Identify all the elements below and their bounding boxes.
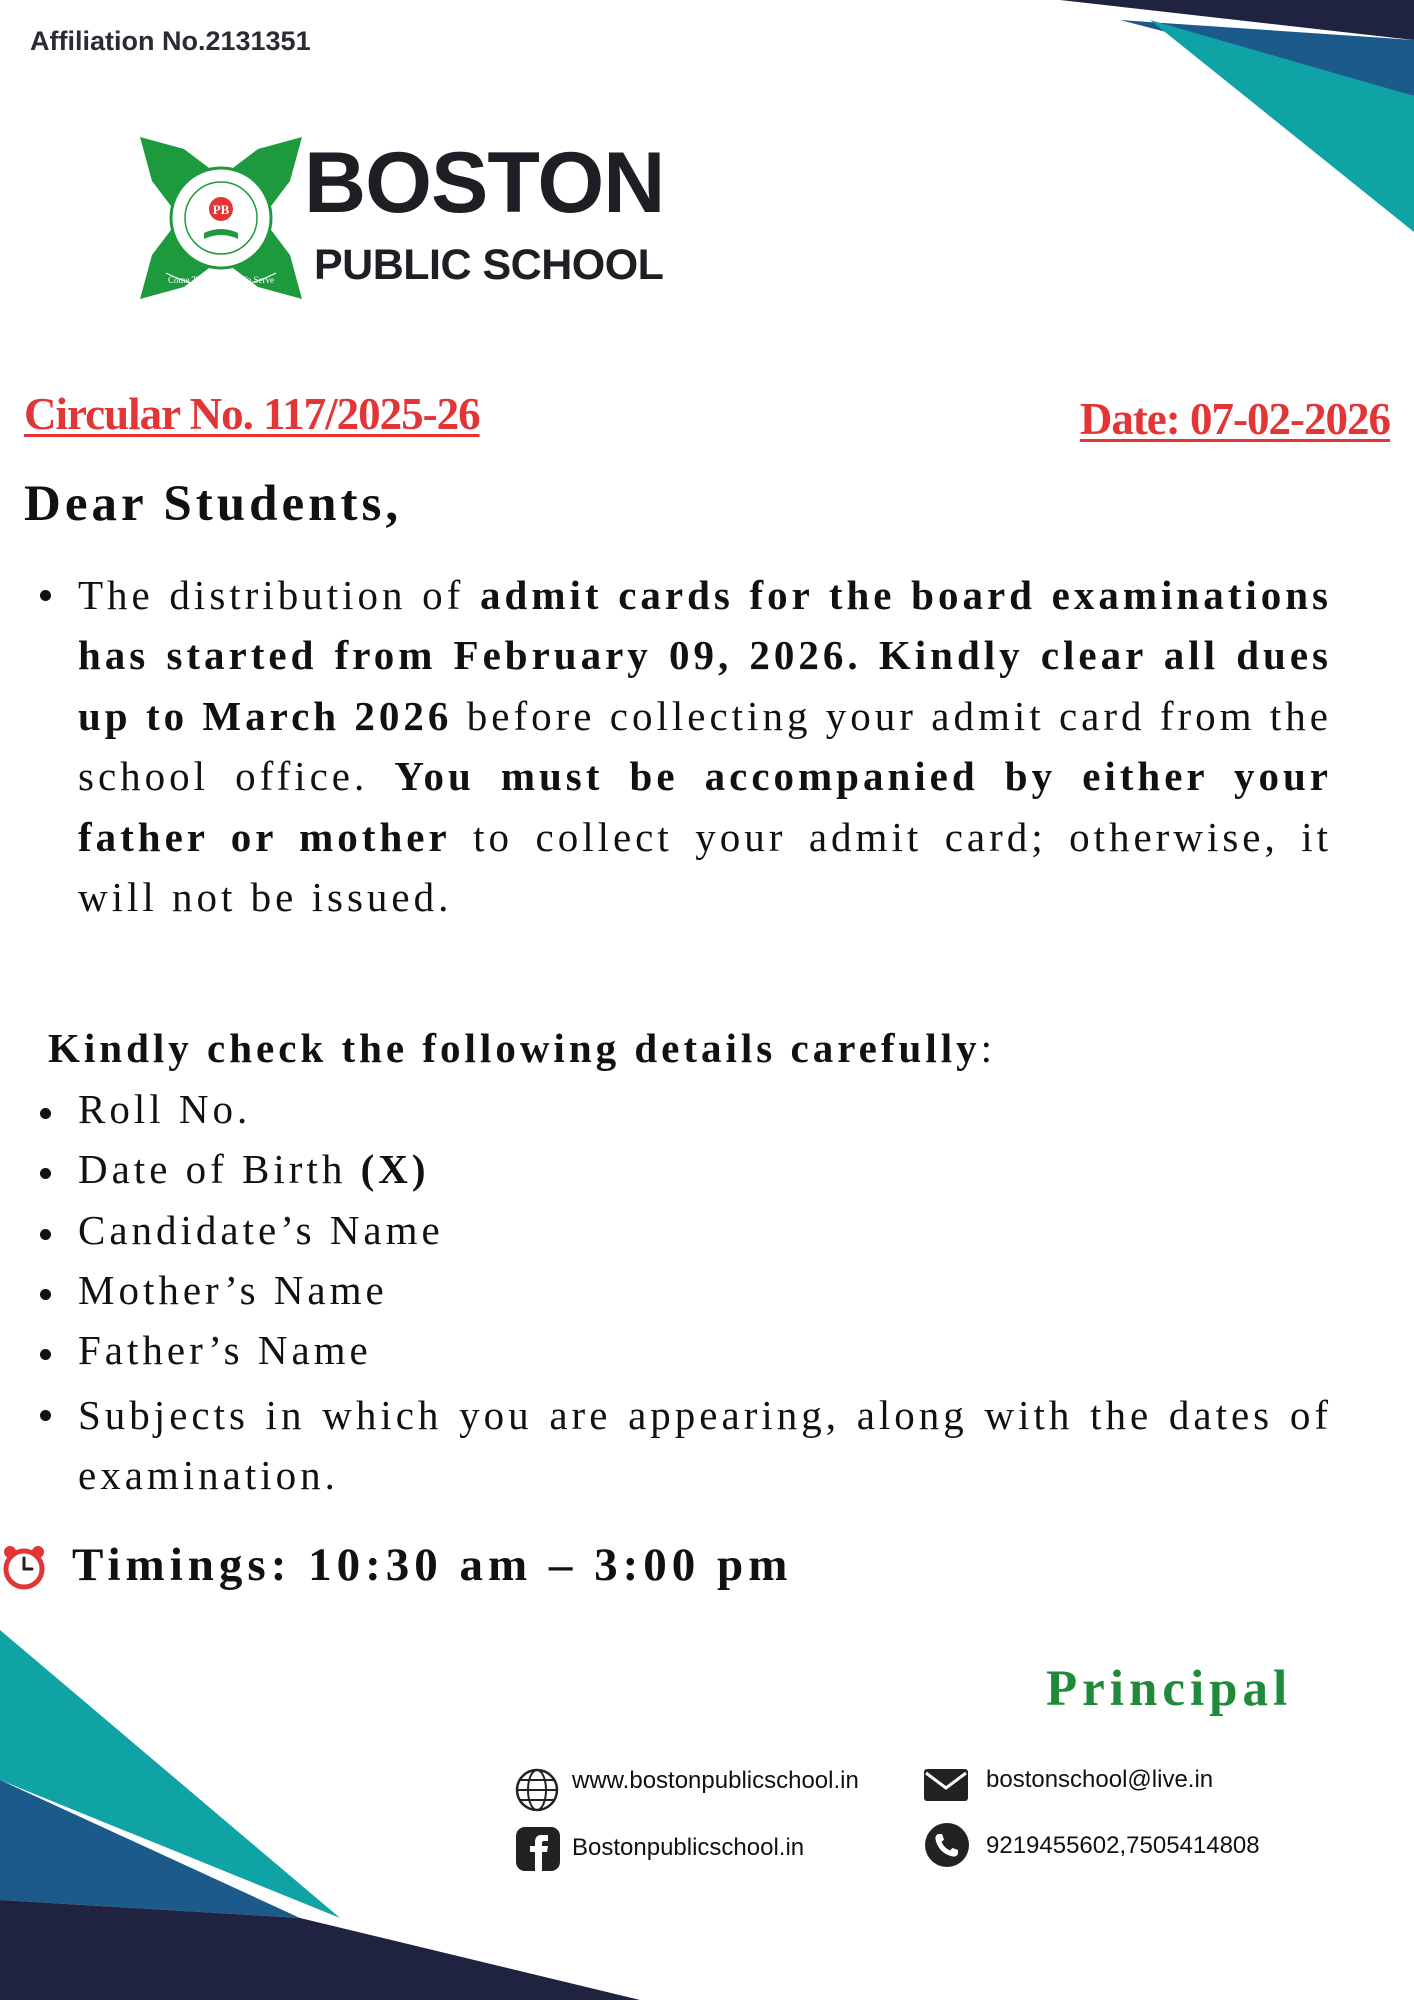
bottom-left-corner-decoration [0, 1630, 700, 2000]
bullet [40, 1349, 51, 1360]
bullet [40, 1410, 51, 1421]
bullet [40, 1229, 51, 1240]
phone-icon [924, 1822, 970, 1868]
dob-class-marker: (X) [360, 1146, 430, 1192]
para-text: to collect your admit card; otherwise, it will not be issued. [78, 813, 1332, 921]
school-emblem-logo [136, 133, 306, 303]
bullet [40, 590, 51, 601]
circular-number: Circular No. 117/2025-26 [24, 389, 480, 439]
list-item-roll-no: Roll No. [78, 1086, 252, 1132]
phone-numbers[interactable]: 9219455602,7505414808 [986, 1832, 1260, 1859]
list-item-subjects: Subjects in which you are appearing, along with the dates of examination. [78, 1392, 1332, 1498]
greeting: Dear Students, [24, 476, 403, 532]
para-bold-text: You must be accompanied by either your father or mother [78, 753, 1332, 860]
bullet [40, 1289, 51, 1300]
globe-icon [514, 1767, 560, 1813]
bullet [40, 1108, 51, 1119]
para-text: before collecting your admit card from the school office. [78, 692, 1332, 800]
affiliation-number: Affiliation No.2131351 [30, 26, 311, 56]
para-text: The distribution of [78, 572, 481, 618]
circular-date: Date: 07-02-2026 [1079, 394, 1390, 444]
facebook-icon [516, 1827, 560, 1871]
list-item-date-of-birth [78, 1145, 430, 1193]
alarm-clock-icon [2, 1544, 46, 1590]
para-bold-text: admit cards for the board examinations has started from February 09, 2026. Kindly clear all dues up to March 2026 [78, 572, 1332, 739]
svg-text:PB: PB [212, 202, 230, 217]
mail-icon [922, 1767, 970, 1803]
check-heading-colon: : [980, 1025, 997, 1071]
list-item-mother-name: Mother’s Name [78, 1267, 388, 1313]
email-link[interactable]: bostonschool@live.in [986, 1766, 1214, 1793]
check-details-heading [48, 1024, 996, 1072]
website-link[interactable]: www.bostonpublicschool.in [572, 1767, 859, 1794]
admit-card-notice-paragraph [78, 565, 1332, 927]
school-name-public-school: PUBLIC SCHOOL [314, 241, 664, 289]
timings: Timings: 10:30 am – 3:00 pm [72, 1539, 793, 1591]
facebook-link[interactable]: Bostonpublicschool.in [572, 1834, 805, 1861]
dob-label: Date of Birth [78, 1146, 361, 1192]
check-heading-text: Kindly check the following details carefully [48, 1025, 981, 1071]
list-item-candidate-name: Candidate’s Name [78, 1207, 444, 1253]
school-name-boston: BOSTON [304, 135, 665, 231]
principal-signature: Principal [1046, 1661, 1293, 1717]
list-item-father-name: Father’s Name [78, 1327, 372, 1373]
svg-text:Come To Learn, Go To Serve: Come To Learn, Go To Serve [168, 275, 274, 285]
bullet [40, 1168, 51, 1179]
